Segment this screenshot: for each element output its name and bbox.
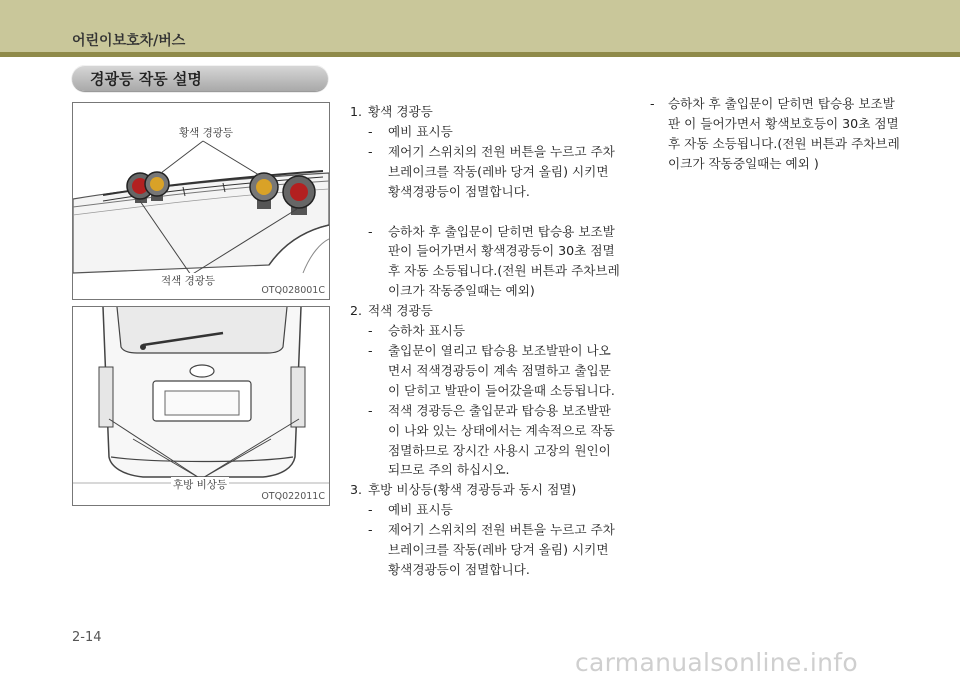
bullet: - 출입문이 열리고 탑승용 보조발판이 나오면서 적색경광등이 계속 점멸하고 출입문이 닫히고 발판이 들어갔을때 소등됩니다. [368, 342, 615, 398]
item-heading: 3. 후방 비상등(황색 경광등과 동시 점멸) [350, 482, 577, 498]
red-lamp-label: 적색 경광등 [161, 275, 216, 287]
amber-lamp-label: 황색 경광등 [179, 127, 234, 139]
bullet: - 예비 표시등 [368, 502, 453, 518]
instructions-column-2 [650, 94, 900, 174]
rear-lamp-label: 후방 비상등 [173, 479, 228, 491]
item-heading: 1. 황색 경광등 [350, 104, 433, 119]
bullet: - 승하차 후 출입문이 닫히면 탑승용 보조발판이 들어가면서 황색경광등이 30초 점멸 후 자동 소등됩니다.(전원 버튼과 주차브레이크가 작동중일때는 예외) [368, 223, 620, 299]
figure-code: OTQ022011C [261, 491, 325, 502]
figure-rear-lamps [72, 306, 330, 506]
rear-lamps-illustration [73, 307, 329, 505]
bullet: - 제어기 스위치의 전원 버튼을 누르고 주차 브레이크를 작동(레바 당겨 올림) 시키면 황색경광등이 점멸합니다. [368, 522, 615, 577]
figure-code: OTQ028001C [261, 285, 325, 296]
page-number: 2-14 [72, 630, 102, 645]
emblem [190, 365, 214, 377]
bullet: - 승하차 표시등 [368, 323, 465, 339]
figure-roof-lamps [72, 102, 330, 300]
section-title: 경광등 작동 설명 [90, 70, 202, 88]
bullet: - 승하차 후 출입문이 닫히면 탑승용 보조발판 이 들어가면서 황색보호등이 30초 점멸 후 자동 소등됩니다.(전원 버튼과 주차브레이크가 작동중일때는 예외 ) [650, 96, 900, 171]
bullet: - 제어기 스위치의 전원 버튼을 누르고 주차 브레이크를 작동(레바 당겨 올림) 시키면 황색경광등이 점멸합니다. [368, 143, 615, 199]
chapter-title: 어린이보호차/버스 [72, 33, 186, 49]
item-heading: 2. 적색 경광등 [350, 303, 433, 319]
watermark: carmanualsonline.info [575, 648, 858, 677]
header-rule [0, 52, 960, 57]
bullet: - 적색 경광등은 출입문과 탑승용 보조발판이 나와 있는 상태에서는 계속적으로 작동 점멸하므로 장시간 사용시 고장의 원인이 되므로 주의 하십시오. [368, 402, 615, 478]
bullet: - 예비 표시등 [368, 123, 453, 139]
instructions-column-1 [350, 102, 622, 580]
